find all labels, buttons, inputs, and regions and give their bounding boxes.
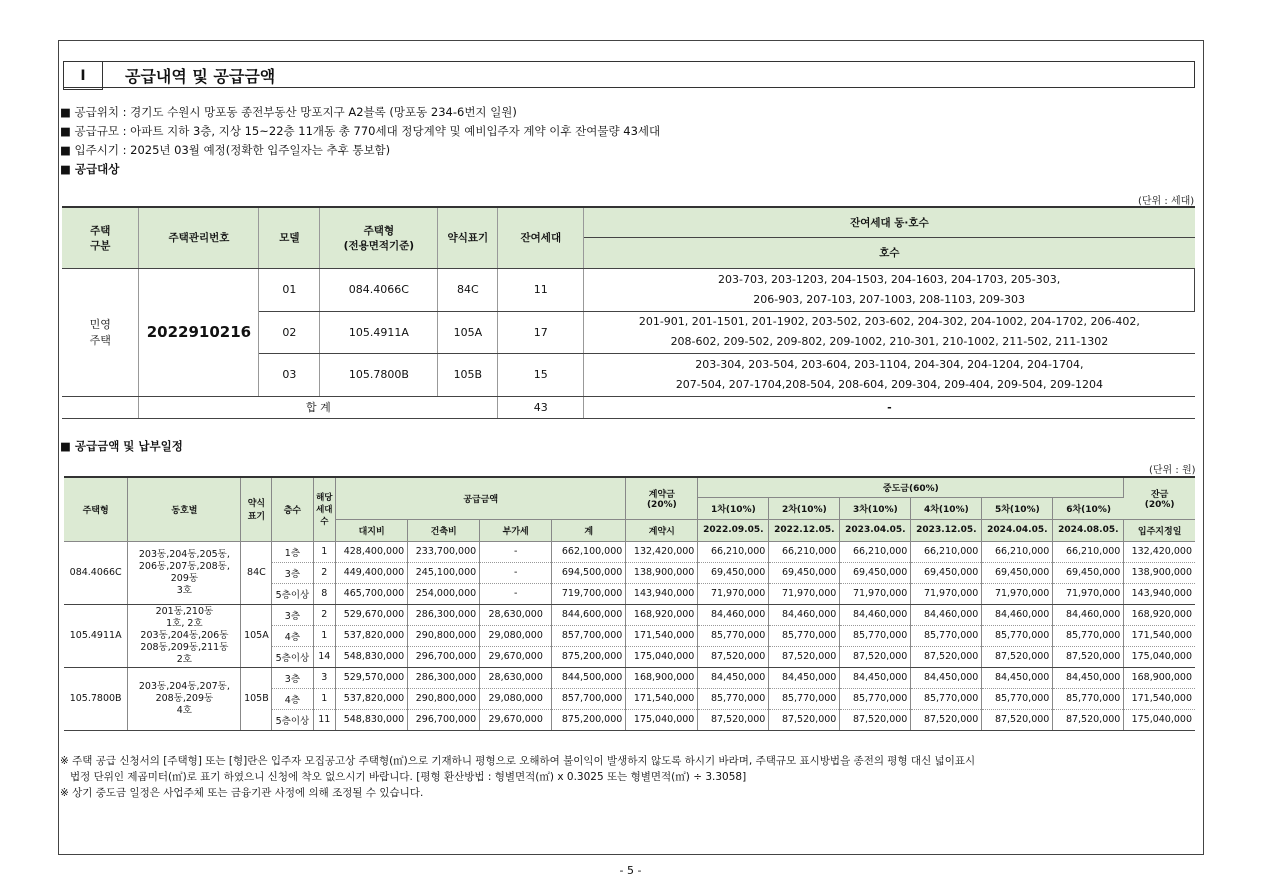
note-2: 법정 단위인 제곱미터(㎡)로 표기 하였으니 신청에 착오 없으시기 바랍니다. [평형 환산방법 : 형별면적(㎡) x 0.3025 또는 형별면적(㎡) ÷ 3.3058]	[60, 771, 747, 783]
mid6-cell: 85,770,000	[1053, 688, 1124, 709]
total-label: 합 계	[139, 396, 498, 418]
count-cell: 1	[313, 541, 336, 562]
mid5-cell: 87,520,000	[982, 646, 1053, 667]
mid3-cell: 69,450,000	[840, 562, 911, 583]
abbr-cell: 105A	[241, 604, 272, 667]
total-cell: 857,700,000	[552, 688, 626, 709]
mid1-cell: 69,450,000	[698, 562, 769, 583]
table-row	[62, 268, 1195, 311]
deposit-cell: 171,540,000	[626, 625, 698, 646]
col-middle: 중도금(60%)	[698, 477, 1124, 497]
mid4-cell: 87,520,000	[911, 709, 982, 730]
mid4-cell: 66,210,000	[911, 541, 982, 562]
house-class: 민영 주택	[62, 268, 139, 396]
col-model: 모델	[259, 207, 320, 268]
deposit-cell: 143,940,000	[626, 583, 698, 604]
building-cell: 233,700,000	[408, 541, 480, 562]
mid3-cell: 71,970,000	[840, 583, 911, 604]
mid5-cell: 66,210,000	[982, 541, 1053, 562]
vat-cell: -	[480, 583, 552, 604]
count-cell: 1	[313, 688, 336, 709]
col-abbr: 약식표기	[438, 207, 498, 268]
type-cell: 105.4911A	[320, 311, 438, 353]
balance-cell: 175,040,000	[1124, 709, 1195, 730]
mid5-cell: 71,970,000	[982, 583, 1053, 604]
col-type: 주택형	[64, 477, 128, 541]
note-1: ※ 주택 공급 신청서의 [주택형] 또는 [형]란은 입주자 모집공고상 주택형(㎡)으로 기재하니 평형으로 오해하여 불이익이 발생하지 않도록 하시기 바라며, 주택규모 표시방법을 종전의 평형 대신 넓이표시	[60, 755, 976, 767]
balance-cell: 171,540,000	[1124, 688, 1195, 709]
land-cell: 428,400,000	[336, 541, 408, 562]
col-balance: 잔금 (20%)	[1124, 477, 1195, 519]
mid4-cell: 84,450,000	[911, 667, 982, 688]
count-cell: 8	[313, 583, 336, 604]
mid4-cell: 69,450,000	[911, 562, 982, 583]
total-cell: 875,200,000	[552, 646, 626, 667]
col-ho: 호수	[584, 237, 1195, 268]
abbr-cell: 105A	[438, 311, 498, 353]
table-row	[64, 541, 1195, 562]
col-d4: 2023.12.05.	[911, 519, 982, 541]
building-cell: 286,300,000	[408, 604, 480, 625]
col-m4: 4차(10%)	[911, 497, 982, 519]
units-cell: 201-901, 201-1501, 201-1902, 203-502, 203-602, 204-302, 204-1002, 204-1702, 206-402, 208-602, 209-502, 209-802, 209-1002, 210-301, 210-1002, 211-502, 211-1302	[584, 311, 1195, 353]
mid4-cell: 71,970,000	[911, 583, 982, 604]
col-deposit: 계약금 (20%)	[626, 477, 698, 519]
mid2-cell: 85,770,000	[769, 625, 840, 646]
mid3-cell: 87,520,000	[840, 646, 911, 667]
type-cell: 105.7800B	[64, 667, 128, 730]
total-cell: 719,700,000	[552, 583, 626, 604]
table-row	[64, 604, 1195, 625]
mid4-cell: 87,520,000	[911, 646, 982, 667]
floor-cell: 5층이상	[272, 709, 313, 730]
deposit-cell: 175,040,000	[626, 646, 698, 667]
total-row	[62, 396, 1195, 418]
col-m3: 3차(10%)	[840, 497, 911, 519]
balance-cell: 132,420,000	[1124, 541, 1195, 562]
type-cell: 105.7800B	[320, 353, 438, 396]
land-cell: 537,820,000	[336, 625, 408, 646]
land-cell: 548,830,000	[336, 646, 408, 667]
col-dong: 동호별	[128, 477, 241, 541]
vat-cell: -	[480, 562, 552, 583]
count-cell: 17	[498, 311, 584, 353]
abbr-cell: 105B	[438, 353, 498, 396]
mid5-cell: 84,450,000	[982, 667, 1053, 688]
mid2-cell: 66,210,000	[769, 541, 840, 562]
col-deposit-when: 계약시	[626, 519, 698, 541]
mid1-cell: 71,970,000	[698, 583, 769, 604]
mgmt-number: 2022910216	[139, 268, 259, 396]
section-number: I	[63, 61, 103, 90]
col-m2: 2차(10%)	[769, 497, 840, 519]
building-cell: 296,700,000	[408, 646, 480, 667]
building-cell: 286,300,000	[408, 667, 480, 688]
mid6-cell: 84,450,000	[1053, 667, 1124, 688]
balance-cell: 171,540,000	[1124, 625, 1195, 646]
balance-cell: 168,920,000	[1124, 604, 1195, 625]
table-row	[64, 667, 1195, 688]
count-cell: 11	[498, 268, 584, 311]
mid2-cell: 84,450,000	[769, 667, 840, 688]
mid5-cell: 85,770,000	[982, 688, 1053, 709]
building-cell: 290,800,000	[408, 688, 480, 709]
deposit-cell: 168,920,000	[626, 604, 698, 625]
floor-cell: 4층	[272, 688, 313, 709]
land-cell: 537,820,000	[336, 688, 408, 709]
units-cell: 203-703, 203-1203, 204-1503, 204-1603, 204-1703, 205-303, 206-903, 207-103, 207-1003, 208-1103, 209-303	[584, 268, 1195, 311]
col-m1: 1차(10%)	[698, 497, 769, 519]
land-cell: 465,700,000	[336, 583, 408, 604]
mid1-cell: 84,460,000	[698, 604, 769, 625]
floor-cell: 4층	[272, 625, 313, 646]
mid3-cell: 85,770,000	[840, 625, 911, 646]
mid6-cell: 84,460,000	[1053, 604, 1124, 625]
mid3-cell: 84,460,000	[840, 604, 911, 625]
col-housing-type: 주택형 (전용면적기준)	[320, 207, 438, 268]
balance-cell: 175,040,000	[1124, 646, 1195, 667]
vat-cell: 29,080,000	[480, 688, 552, 709]
table2-unit: (단위 : 원)	[1149, 465, 1196, 476]
notes	[60, 753, 975, 801]
note-3: ※ 상기 중도금 일정은 사업주체 또는 금융기관 사정에 의해 조정될 수 있습니다.	[60, 787, 424, 799]
vat-cell: 29,080,000	[480, 625, 552, 646]
model-cell: 02	[259, 311, 320, 353]
model-cell: 01	[259, 268, 320, 311]
mid2-cell: 84,460,000	[769, 604, 840, 625]
total-units: -	[584, 396, 1195, 418]
mid2-cell: 85,770,000	[769, 688, 840, 709]
supply-scale: ■ 공급규모 : 아파트 지하 3층, 지상 15~22층 11개동 총 770세대 정당계약 및 예비입주자 계약 이후 잔여물량 43세대	[60, 124, 661, 138]
price-section-title: ■ 공급금액 및 납부일정	[60, 439, 183, 453]
land-cell: 529,570,000	[336, 667, 408, 688]
floor-cell: 3층	[272, 562, 313, 583]
col-balance-when: 입주지정일	[1124, 519, 1195, 541]
col-d1: 2022.09.05.	[698, 519, 769, 541]
total-cell: 844,500,000	[552, 667, 626, 688]
col-remaining-units: 잔여세대 동·호수	[584, 207, 1195, 237]
mid5-cell: 85,770,000	[982, 625, 1053, 646]
col-remaining: 잔여세대	[498, 207, 584, 268]
mid1-cell: 85,770,000	[698, 625, 769, 646]
supply-info-list	[60, 103, 660, 179]
col-m5: 5차(10%)	[982, 497, 1053, 519]
mid4-cell: 85,770,000	[911, 688, 982, 709]
dong-cell: 203동,204동,207동, 208동,209동 4호	[128, 667, 241, 730]
land-cell: 529,670,000	[336, 604, 408, 625]
mid6-cell: 87,520,000	[1053, 709, 1124, 730]
col-vat: 부가세	[480, 519, 552, 541]
count-cell: 1	[313, 625, 336, 646]
supply-target-table	[62, 206, 1195, 419]
deposit-cell: 132,420,000	[626, 541, 698, 562]
type-cell: 084.4066C	[64, 541, 128, 604]
count-cell: 2	[313, 562, 336, 583]
floor-cell: 5층이상	[272, 583, 313, 604]
col-d6: 2024.08.05.	[1053, 519, 1124, 541]
mid3-cell: 66,210,000	[840, 541, 911, 562]
mid3-cell: 85,770,000	[840, 688, 911, 709]
vat-cell: 28,630,000	[480, 604, 552, 625]
mid4-cell: 84,460,000	[911, 604, 982, 625]
abbr-cell: 84C	[241, 541, 272, 604]
land-cell: 449,400,000	[336, 562, 408, 583]
col-count: 해당 세대수	[313, 477, 336, 541]
mid6-cell: 85,770,000	[1053, 625, 1124, 646]
vat-cell: 29,670,000	[480, 709, 552, 730]
col-building: 건축비	[408, 519, 480, 541]
total-cell: 875,200,000	[552, 709, 626, 730]
col-land: 대지비	[336, 519, 408, 541]
building-cell: 296,700,000	[408, 709, 480, 730]
vat-cell: 29,670,000	[480, 646, 552, 667]
floor-cell: 3층	[272, 667, 313, 688]
mid2-cell: 69,450,000	[769, 562, 840, 583]
mid5-cell: 84,460,000	[982, 604, 1053, 625]
table1-unit: (단위 : 세대)	[1138, 196, 1195, 207]
price-schedule-table	[64, 476, 1195, 731]
col-d2: 2022.12.05.	[769, 519, 840, 541]
supply-target-heading: ■ 공급대상	[60, 162, 120, 176]
units-cell: 203-304, 203-504, 203-604, 203-1104, 204-304, 204-1204, 204-1704, 207-504, 207-1704,208-504, 208-604, 209-304, 209-404, 209-504, 209-1204	[584, 353, 1195, 396]
balance-cell: 168,900,000	[1124, 667, 1195, 688]
vat-cell: -	[480, 541, 552, 562]
mid2-cell: 87,520,000	[769, 646, 840, 667]
mid6-cell: 66,210,000	[1053, 541, 1124, 562]
mid2-cell: 87,520,000	[769, 709, 840, 730]
balance-cell: 138,900,000	[1124, 562, 1195, 583]
supply-location: ■ 공급위치 : 경기도 수원시 망포동 종전부동산 망포지구 A2블록 (망포동 234-6번지 일원)	[60, 105, 517, 119]
total-cell: 662,100,000	[552, 541, 626, 562]
abbr-cell: 84C	[438, 268, 498, 311]
page-number: - 5 -	[619, 864, 642, 877]
col-supply: 공급금액	[336, 477, 626, 519]
mid2-cell: 71,970,000	[769, 583, 840, 604]
mid6-cell: 69,450,000	[1053, 562, 1124, 583]
col-mgmt-no: 주택관리번호	[139, 207, 259, 268]
vat-cell: 28,630,000	[480, 667, 552, 688]
dong-cell: 201동,210동 1호, 2호 203동,204동,206동 208동,209동,211동 2호	[128, 604, 241, 667]
deposit-cell: 168,900,000	[626, 667, 698, 688]
deposit-cell: 171,540,000	[626, 688, 698, 709]
deposit-cell: 138,900,000	[626, 562, 698, 583]
total-count: 43	[498, 396, 584, 418]
floor-cell: 5층이상	[272, 646, 313, 667]
mid1-cell: 87,520,000	[698, 646, 769, 667]
col-m6: 6차(10%)	[1053, 497, 1124, 519]
floor-cell: 1층	[272, 541, 313, 562]
mid1-cell: 87,520,000	[698, 709, 769, 730]
type-cell: 084.4066C	[320, 268, 438, 311]
col-d3: 2023.04.05.	[840, 519, 911, 541]
col-total: 계	[552, 519, 626, 541]
mid1-cell: 66,210,000	[698, 541, 769, 562]
mid6-cell: 71,970,000	[1053, 583, 1124, 604]
section-title: 공급내역 및 공급금액	[125, 67, 276, 86]
total-cell: 694,500,000	[552, 562, 626, 583]
col-house-class: 주택 구분	[62, 207, 139, 268]
mid1-cell: 85,770,000	[698, 688, 769, 709]
move-in-date: ■ 입주시기 : 2025년 03월 예정(정확한 입주일자는 추후 통보함)	[60, 143, 391, 157]
col-abbr: 약식 표기	[241, 477, 272, 541]
balance-cell: 143,940,000	[1124, 583, 1195, 604]
mid4-cell: 85,770,000	[911, 625, 982, 646]
deposit-cell: 175,040,000	[626, 709, 698, 730]
count-cell: 11	[313, 709, 336, 730]
mid3-cell: 84,450,000	[840, 667, 911, 688]
mid6-cell: 87,520,000	[1053, 646, 1124, 667]
count-cell: 14	[313, 646, 336, 667]
floor-cell: 3층	[272, 604, 313, 625]
section-header	[63, 61, 1195, 88]
col-floor: 층수	[272, 477, 313, 541]
mid3-cell: 87,520,000	[840, 709, 911, 730]
building-cell: 290,800,000	[408, 625, 480, 646]
mid5-cell: 69,450,000	[982, 562, 1053, 583]
total-cell: 844,600,000	[552, 604, 626, 625]
abbr-cell: 105B	[241, 667, 272, 730]
building-cell: 254,000,000	[408, 583, 480, 604]
land-cell: 548,830,000	[336, 709, 408, 730]
mid5-cell: 87,520,000	[982, 709, 1053, 730]
total-cell: 857,700,000	[552, 625, 626, 646]
count-cell: 2	[313, 604, 336, 625]
type-cell: 105.4911A	[64, 604, 128, 667]
dong-cell: 203동,204동,205동, 206동,207동,208동, 209동 3호	[128, 541, 241, 604]
building-cell: 245,100,000	[408, 562, 480, 583]
col-d5: 2024.04.05.	[982, 519, 1053, 541]
model-cell: 03	[259, 353, 320, 396]
count-cell: 3	[313, 667, 336, 688]
count-cell: 15	[498, 353, 584, 396]
mid1-cell: 84,450,000	[698, 667, 769, 688]
